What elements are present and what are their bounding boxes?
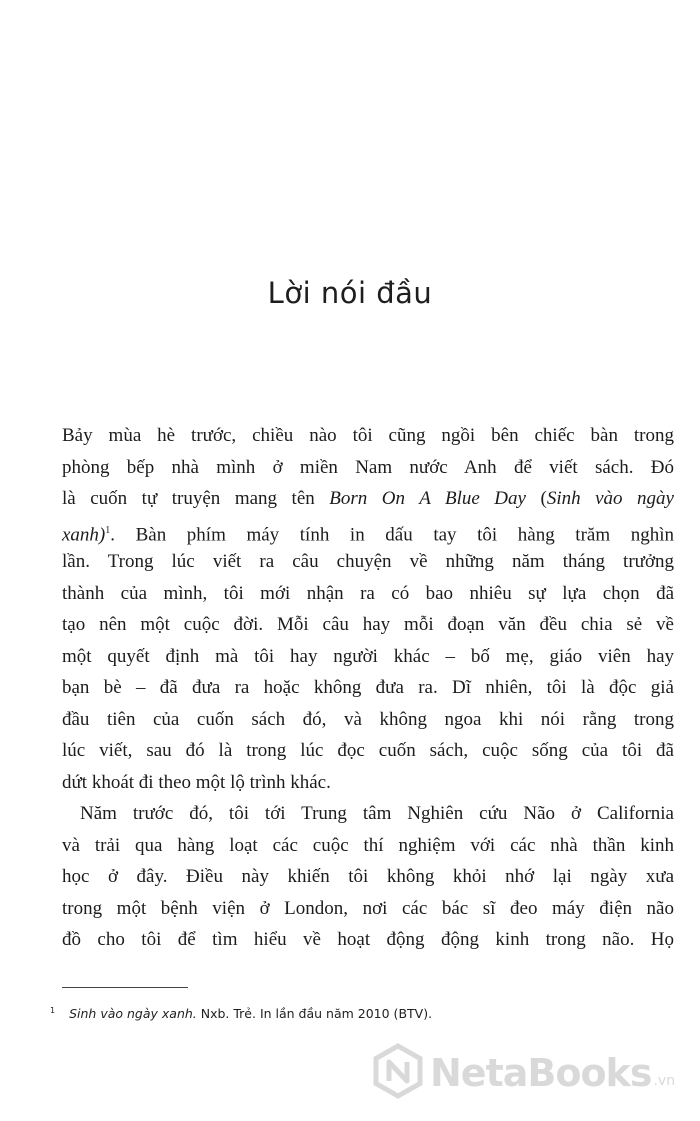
- text-line: học ở đây. Điều này khiến tôi không khỏi nhớ lại ngày xưa: [62, 866, 674, 887]
- footnote-divider: [62, 987, 188, 988]
- text-line: lúc viết, sau đó là trong lúc đọc cuốn sách, cuộc sống của tôi đã: [62, 740, 674, 761]
- watermark: [370, 1043, 675, 1103]
- text-line: và trải qua hàng loạt các cuộc thí nghiệm với các nhà thần kinh: [62, 834, 674, 856]
- text-line: bạn bè – đã đưa ra hoặc không đưa ra. Dĩ nhiên, tôi là độc giả: [62, 677, 674, 698]
- footnote-ref: 1: [105, 524, 111, 536]
- text-line: dứt khoát đi theo một lộ trình khác.: [62, 771, 331, 793]
- text-line: một quyết định mà tôi hay người khác – bố mẹ, giáo viên hay: [62, 645, 674, 667]
- text-line: xanh)$^1$. Bàn phím máy tính in dấu tay tôi hàng trăm nghìn: [62, 523, 674, 545]
- text-line: tạo nên một cuộc đời. Mỗi câu hay mỗi đoạn văn đều chia sẻ về: [62, 614, 674, 635]
- watermark-brand: NetaBooks: [430, 1051, 652, 1095]
- book-title-vietnamese: Sinh vào ngày: [546, 488, 674, 509]
- text-line: phòng bếp nhà mình ở miền Nam nước Anh để viết sách. Đó: [62, 456, 674, 478]
- text-line: Bảy mùa hè trước, chiều nào tôi cũng ngồi bên chiếc bàn trong: [62, 425, 674, 446]
- page-title: Lời nói đầu: [267, 276, 433, 310]
- footnote-italic: Sinh vào ngày xanh.: [69, 1006, 197, 1021]
- footnote-text: Nxb. Trẻ. In lần đầu năm 2010 (BTV).: [196, 1006, 433, 1021]
- text-line: là cuốn tự truyện mang tên Born On A Blue Day (Sinh vào ngày: [62, 488, 674, 509]
- watermark-suffix: .vn: [653, 1073, 676, 1089]
- text-line: trong một bệnh viện ở London, nơi các bác sĩ đeo máy điện não: [62, 897, 674, 919]
- netabooks-logo-icon: [370, 1043, 426, 1103]
- text-line: Năm trước đó, tôi tới Trung tâm Nghiên cứu Não ở California: [80, 803, 674, 824]
- text-line: đầu tiên của cuốn sách đó, và không ngoa khi nói rằng trong: [62, 708, 674, 730]
- text-line: đồ cho tôi để tìm hiểu về hoạt động động kinh trong não. Họ: [62, 929, 674, 950]
- text-line: thành của mình, tôi mới nhận ra có bao nhiêu sự lựa chọn đã: [62, 582, 674, 604]
- book-title-english: Born On A Blue Day: [329, 488, 526, 509]
- text-line: lần. Trong lúc viết ra câu chuyện về những năm tháng trưởng: [62, 551, 674, 572]
- book-title-vietnamese-cont: xanh): [62, 523, 106, 545]
- footnote: [50, 1006, 432, 1021]
- body-text: [62, 420, 674, 956]
- footnote-marker: 1: [50, 1006, 56, 1015]
